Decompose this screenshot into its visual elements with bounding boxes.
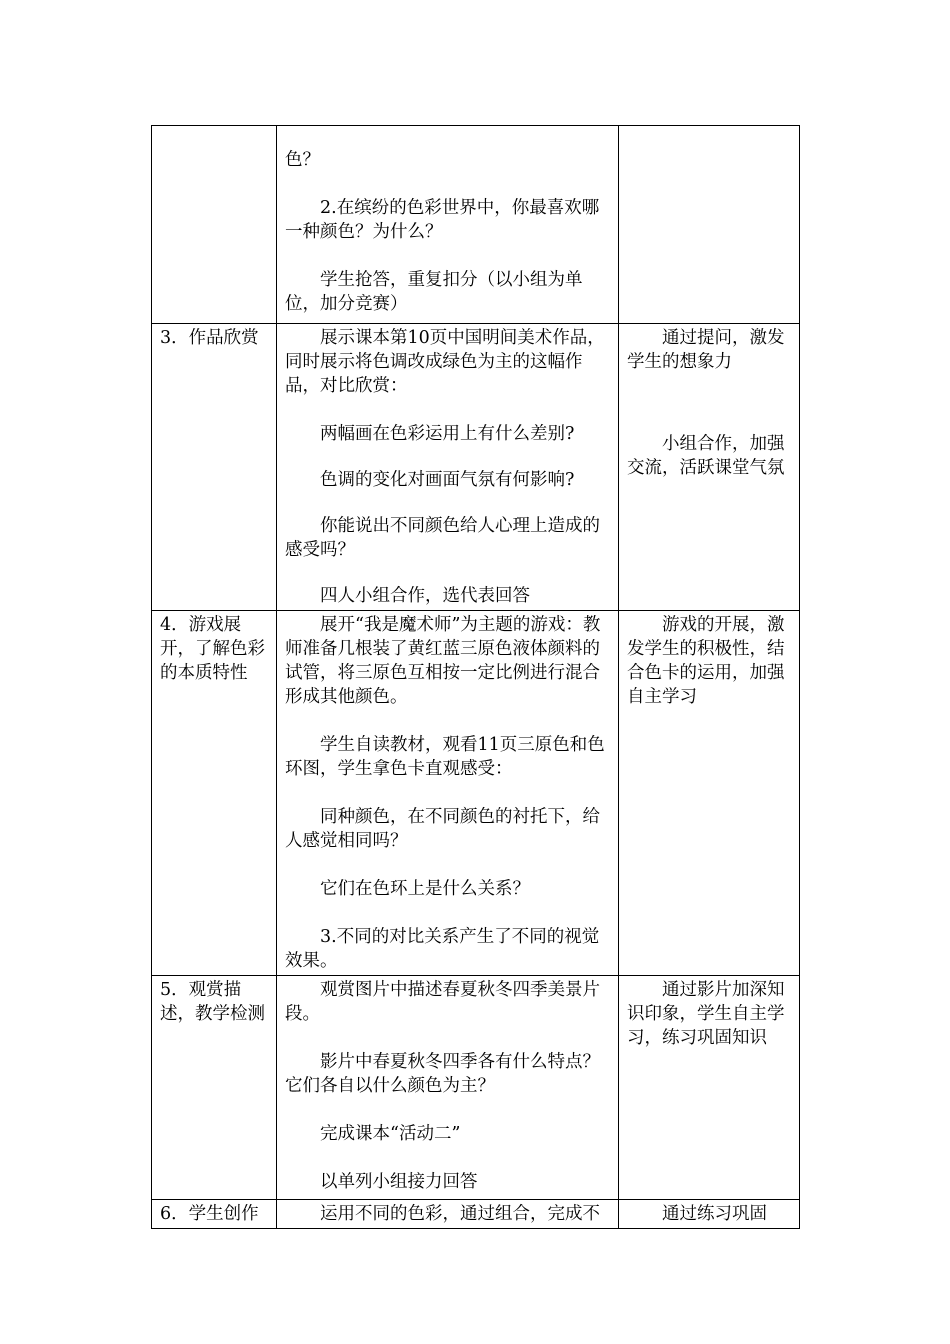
intent-paragraph: 游戏的开展，激发学生的积极性，结合色卡的运用，加强自主学习 [627,615,785,707]
intent-cell [619,126,800,324]
content-paragraph: 2.在缤纷的色彩世界中，你最喜欢哪一种颜色？为什么？ [285,198,600,242]
content-paragraph: 影片中春夏秋冬四季各有什么特点？它们各自以什么颜色为主？ [285,1052,600,1096]
table-row [152,611,800,976]
step-label: 4．游戏展开，了解色彩的本质特性 [160,615,265,683]
table-row [152,976,800,1200]
intent-paragraph: 通过练习巩固 [662,1204,767,1224]
content-paragraph: 色？ [285,150,320,170]
content-paragraph: 完成课本“活动二” [320,1124,461,1144]
lesson-plan-table [151,125,800,1229]
content-paragraph: 色调的变化对画面气氛有何影响? [320,470,575,490]
content-paragraph: 展开“我是魔术师”为主题的游戏：教师准备几根装了黄红蓝三原色液体颜料的试管，将三原色互相按一定比例进行混合形成其他颜色。 [285,615,601,707]
step-cell [152,611,277,976]
step-label: 5．观赏描述，教学检测 [160,980,265,1024]
content-paragraph: 展示课本第10页中国明间美术作品，同时展示将色调改成绿色为主的这幅作品，对比欣赏： [285,328,605,396]
step-label: 6．学生创作 [160,1204,259,1224]
step-cell [152,1200,277,1229]
step-label: 3．作品欣赏 [160,328,259,348]
step-cell [152,126,277,324]
content-cell [277,611,619,976]
content-paragraph: 四人小组合作，选代表回答 [320,586,530,606]
table-row [152,1200,800,1229]
step-cell [152,976,277,1200]
content-paragraph: 你能说出不同颜色给人心理上造成的感受吗？ [285,516,600,560]
intent-cell [619,611,800,976]
content-cell [277,324,619,611]
content-paragraph: 运用不同的色彩，通过组合，完成不 [320,1204,600,1224]
intent-paragraph: 通过影片加深知识印象，学生自主学习，练习巩固知识 [627,980,785,1048]
step-cell [152,324,277,611]
intent-cell [619,976,800,1200]
intent-paragraph: 通过提问，激发学生的想象力 [627,328,785,372]
content-paragraph: 3.不同的对比关系产生了不同的视觉效果。 [285,927,600,971]
intent-cell [619,324,800,611]
table-row [152,126,800,324]
content-cell [277,976,619,1200]
table-row [152,324,800,611]
content-cell [277,1200,619,1229]
content-cell [277,126,619,324]
intent-paragraph: 小组合作，加强交流，活跃课堂气氛 [627,434,785,478]
content-paragraph: 学生自读教材，观看11页三原色和色环图，学生拿色卡直观感受： [285,735,605,779]
intent-cell [619,1200,800,1229]
content-paragraph: 观赏图片中描述春夏秋冬四季美景片段。 [285,980,600,1024]
content-paragraph: 同种颜色，在不同颜色的衬托下，给人感觉相同吗？ [285,807,600,851]
content-paragraph: 学生抢答，重复扣分（以小组为单位，加分竞赛） [285,270,583,314]
content-paragraph: 它们在色环上是什么关系？ [320,879,530,899]
content-paragraph: 两幅画在色彩运用上有什么差别? [320,424,575,444]
content-paragraph: 以单列小组接力回答 [320,1172,478,1192]
